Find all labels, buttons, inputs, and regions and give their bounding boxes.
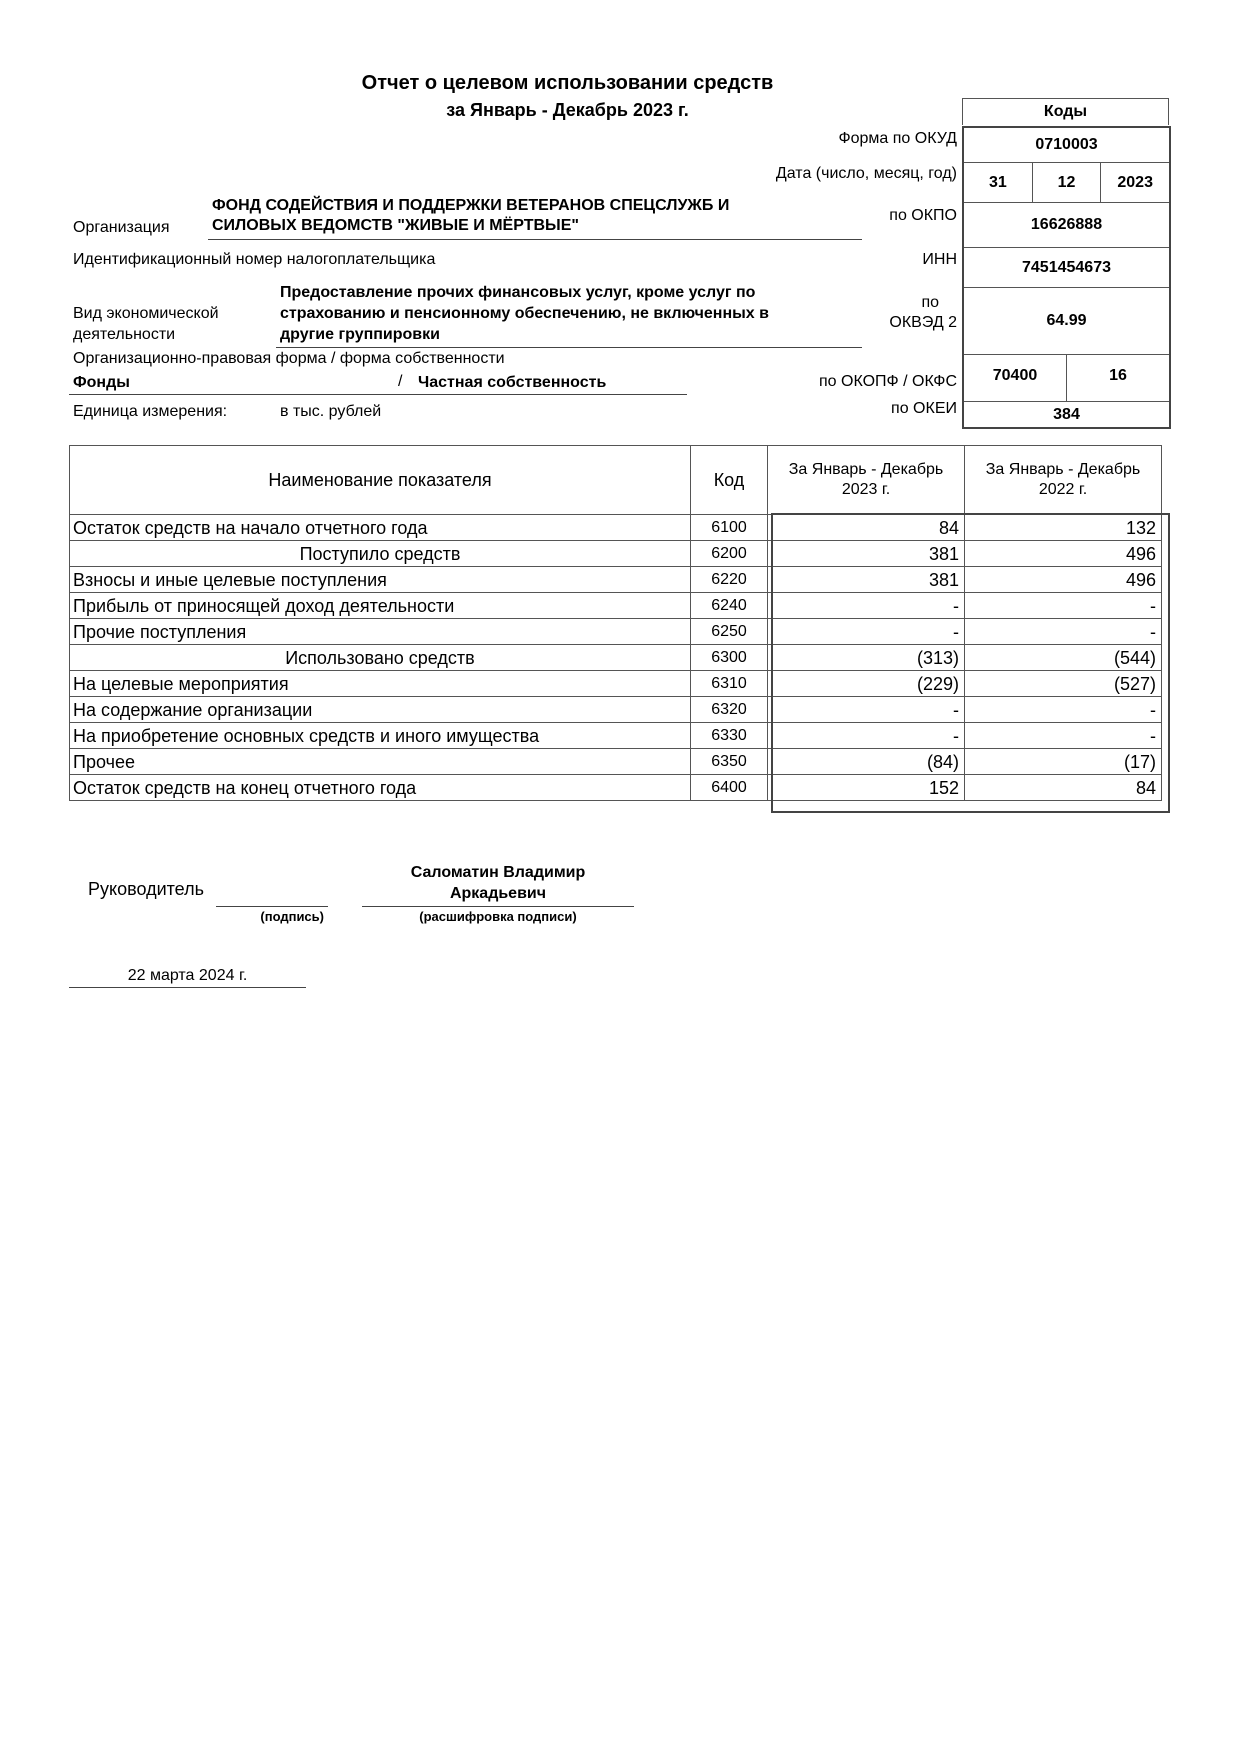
signer-name-line (362, 906, 634, 907)
legal-form-value: Фонды (73, 374, 130, 391)
header-current-line2: 2023 г. (841, 481, 891, 498)
row-current-value: 84 (768, 515, 965, 541)
okfs-value: 16 (1066, 355, 1169, 401)
activity-line1: Предоставление прочих финансовых услуг, кроме услуг по (280, 284, 756, 301)
okopf-value: 70400 (992, 367, 1038, 384)
header-name: Наименование показателя (70, 446, 691, 515)
activity-label-line1: Вид экономической (73, 305, 219, 322)
row-current-value: 152 (768, 775, 965, 801)
row-name: На приобретение основных средств и иного имущества (70, 723, 691, 749)
signature-role: Руководитель (88, 879, 204, 899)
header-current-period (768, 446, 965, 515)
row-current-value: (84) (768, 749, 965, 775)
table-header-row (70, 446, 1162, 515)
row-current-value: - (768, 697, 965, 723)
row-current-value: - (768, 723, 965, 749)
row-code: 6330 (691, 723, 768, 749)
row-current-value: - (768, 619, 965, 645)
row-name: Использовано средств (70, 645, 691, 671)
row-code: 6220 (691, 567, 768, 593)
inn-value: 7451454673 (1022, 258, 1111, 276)
table-row (70, 541, 1162, 567)
row-previous-value: 496 (965, 567, 1162, 593)
row-code: 6320 (691, 697, 768, 723)
okopf-label: по ОКОПФ / ОКФС (819, 373, 957, 390)
row-name: Прочие поступления (70, 619, 691, 645)
signature-line[interactable] (216, 906, 328, 907)
organization-name-line2: СИЛОВЫХ ВЕДОМСТВ "ЖИВЫЕ И МЁРТВЫЕ" (208, 217, 862, 240)
row-previous-value: - (965, 723, 1162, 749)
row-current-value: - (768, 593, 965, 619)
date-label: Дата (число, месяц, год) (775, 165, 957, 182)
organization-label: Организация (73, 219, 170, 236)
row-previous-value: (527) (965, 671, 1162, 697)
row-name: Прибыль от приносящей доход деятельности (70, 593, 691, 619)
row-name: Остаток средств на начало отчетного года (70, 515, 691, 541)
okud-label: Форма по ОКУД (838, 130, 957, 147)
row-previous-value: (544) (965, 645, 1162, 671)
okved-row (964, 288, 1169, 355)
okei-label: по ОКЕИ (891, 400, 957, 417)
table-row (70, 723, 1162, 749)
header-current-line1: За Январь - Декабрь (788, 461, 944, 478)
table-row (70, 697, 1162, 723)
legal-form-separator: / (398, 373, 403, 390)
okud-value: 0710003 (1035, 136, 1098, 153)
okpo-row (964, 203, 1169, 248)
row-code: 6310 (691, 671, 768, 697)
report-table (69, 445, 1162, 801)
date-row (964, 163, 1169, 203)
okpo-value: 16626888 (1030, 216, 1103, 233)
table-row (70, 645, 1162, 671)
ownership-value: Частная собственность (418, 374, 607, 391)
row-name: Взносы и иные целевые поступления (70, 567, 691, 593)
table-row (70, 619, 1162, 645)
row-current-value: 381 (768, 567, 965, 593)
signer-name-line1: Саломатин Владимир (410, 864, 586, 881)
codes-values (962, 126, 1171, 429)
inn-label: ИНН (922, 251, 957, 268)
okved-label-line2: ОКВЭД 2 (889, 314, 957, 331)
signature-caption: (подпись) (260, 909, 324, 924)
okei-row (964, 402, 1169, 427)
table-row (70, 749, 1162, 775)
row-previous-value: - (965, 619, 1162, 645)
okved-value: 64.99 (1046, 312, 1087, 329)
activity-line2: страхованию и пенсионному обеспечению, не включенных в (280, 305, 769, 322)
signer-name-line2: Аркадьевич (449, 885, 547, 902)
row-previous-value: (17) (965, 749, 1162, 775)
row-code: 6250 (691, 619, 768, 645)
row-name: На содержание организации (70, 697, 691, 723)
row-code: 6200 (691, 541, 768, 567)
table-row (70, 671, 1162, 697)
header-previous-line1: За Январь - Декабрь (985, 461, 1141, 478)
row-code: 6100 (691, 515, 768, 541)
okpo-label: по ОКПО (889, 207, 957, 224)
row-code: 6400 (691, 775, 768, 801)
activity-label-line2: деятельности (73, 326, 176, 343)
row-name: На целевые мероприятия (70, 671, 691, 697)
inn-caption: Идентификационный номер налогоплательщика (73, 251, 436, 268)
okei-value: 384 (1053, 405, 1080, 423)
legal-form-label: Организационно-правовая форма / форма собственности (73, 350, 505, 367)
row-previous-value: - (965, 697, 1162, 723)
unit-label: Единица измерения: (73, 403, 228, 420)
row-current-value: 381 (768, 541, 965, 567)
unit-value: в тыс. рублей (280, 403, 382, 420)
date-year: 2023 (1100, 163, 1169, 202)
table-row (70, 775, 1162, 801)
row-previous-value: - (965, 593, 1162, 619)
report-title: Отчет о целевом использовании средств (361, 72, 774, 94)
inn-row (964, 248, 1169, 288)
row-previous-value: 84 (965, 775, 1162, 801)
signer-name (362, 862, 634, 904)
header-previous-period (965, 446, 1162, 515)
row-current-value: (313) (768, 645, 965, 671)
table-row (70, 515, 1162, 541)
row-current-value: (229) (768, 671, 965, 697)
date-day: 31 (988, 173, 1007, 191)
signature-date: 22 марта 2024 г. (69, 967, 306, 988)
row-name: Поступило средств (70, 541, 691, 567)
row-previous-value: 496 (965, 541, 1162, 567)
table-row (70, 593, 1162, 619)
report-period: за Январь - Декабрь 2023 г. (446, 100, 689, 120)
header-code: Код (691, 446, 768, 515)
organization-name-line1: ФОНД СОДЕЙСТВИЯ И ПОДДЕРЖКИ ВЕТЕРАНОВ СПЕЦСЛУЖБ И (212, 197, 730, 214)
okopf-row (964, 355, 1169, 402)
row-name: Прочее (70, 749, 691, 775)
date-month: 12 (1032, 163, 1101, 202)
row-previous-value: 132 (965, 515, 1162, 541)
row-name: Остаток средств на конец отчетного года (70, 775, 691, 801)
row-code: 6350 (691, 749, 768, 775)
signer-name-caption: (расшифровка подписи) (419, 909, 577, 924)
table-row (70, 567, 1162, 593)
row-code: 6300 (691, 645, 768, 671)
codes-header: Коды (962, 98, 1169, 125)
activity-line3: другие группировки (276, 326, 862, 348)
okud-row (964, 128, 1169, 163)
row-code: 6240 (691, 593, 768, 619)
okved-label-line1: по (921, 294, 939, 311)
header-previous-line2: 2022 г. (1038, 481, 1088, 498)
